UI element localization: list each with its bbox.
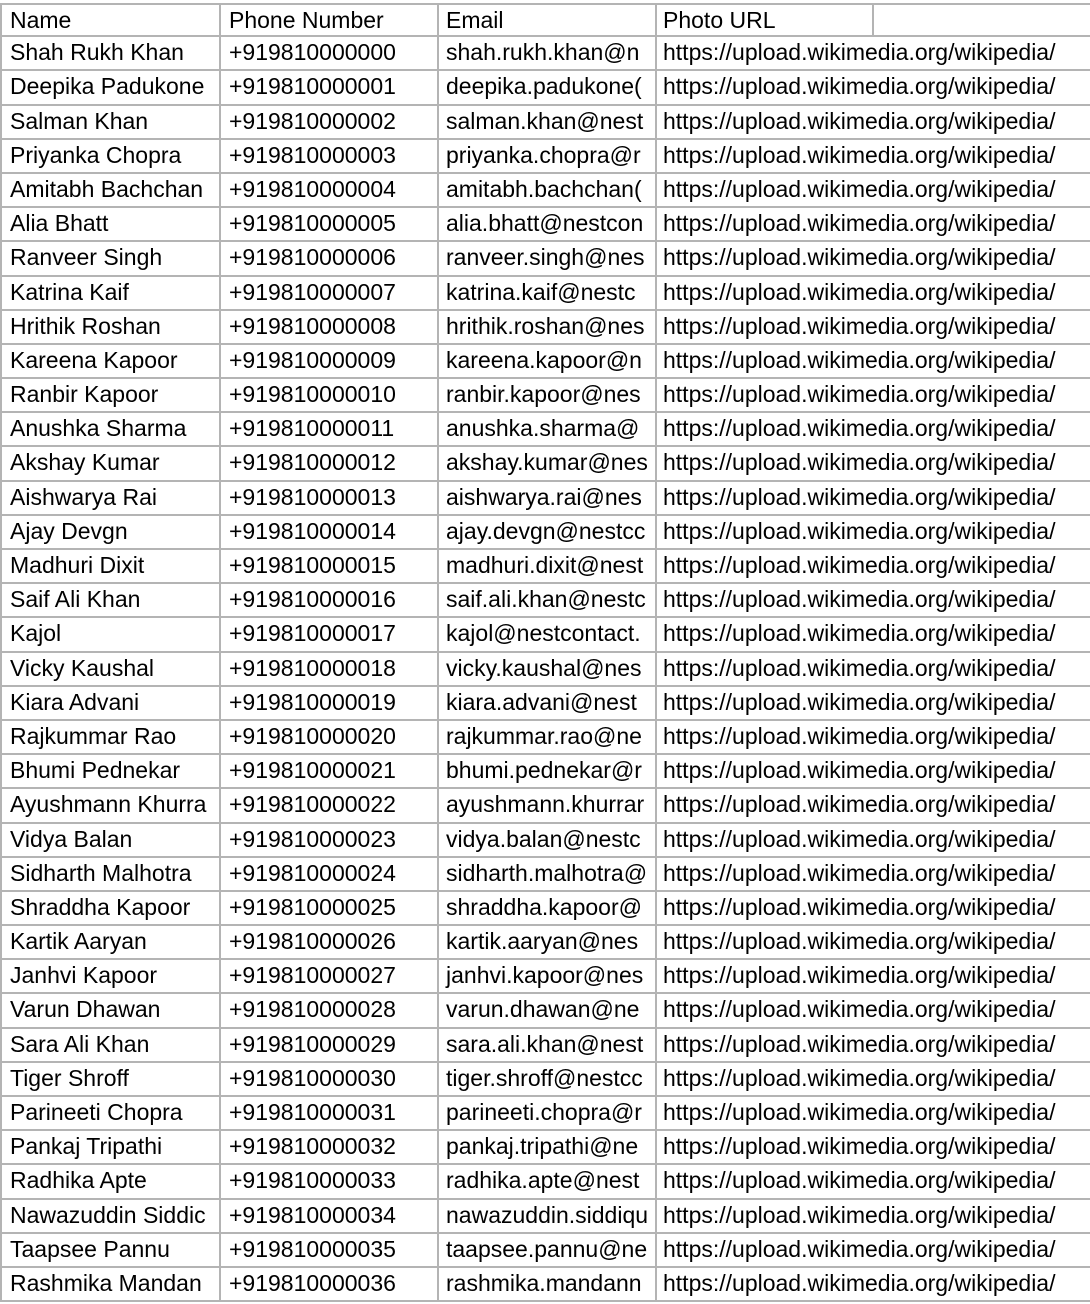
name-cell[interactable]: Taapsee Pannu <box>0 1234 221 1266</box>
name-cell[interactable]: Ranbir Kapoor <box>0 379 221 411</box>
name-cell[interactable]: Varun Dhawan <box>0 994 221 1026</box>
photo-url-cell[interactable]: https://upload.wikimedia.org/wikipedia/ <box>655 1165 1090 1197</box>
photo-url-cell[interactable]: https://upload.wikimedia.org/wikipedia/ <box>655 653 1090 685</box>
table-row <box>0 1268 1090 1302</box>
name-cell[interactable]: Kareena Kapoor <box>0 345 221 377</box>
table-row <box>0 174 1090 208</box>
name-cell[interactable]: Tiger Shroff <box>0 1063 221 1095</box>
photo-url-cell[interactable]: https://upload.wikimedia.org/wikipedia/ <box>655 755 1090 787</box>
photo-url-cell[interactable]: https://upload.wikimedia.org/wikipedia/ <box>655 550 1090 582</box>
email-cell[interactable]: shraddha.kapoor@ <box>437 892 657 924</box>
email-cell[interactable]: sidharth.malhotra@ <box>437 858 657 890</box>
table-row <box>0 858 1090 892</box>
name-cell[interactable]: Ajay Devgn <box>0 516 221 548</box>
photo-url-cell[interactable]: https://upload.wikimedia.org/wikipedia/ <box>655 311 1090 343</box>
photo-url-cell[interactable]: https://upload.wikimedia.org/wikipedia/ <box>655 71 1090 103</box>
photo-url-cell[interactable]: https://upload.wikimedia.org/wikipedia/ <box>655 1029 1090 1061</box>
email-cell[interactable]: janhvi.kapoor@nes <box>437 960 657 992</box>
phone-cell[interactable]: +919810000022 <box>219 789 439 821</box>
photo-url-cell[interactable]: https://upload.wikimedia.org/wikipedia/ <box>655 482 1090 514</box>
column-header-name[interactable]: Name <box>0 5 221 35</box>
photo-url-cell[interactable]: https://upload.wikimedia.org/wikipedia/ <box>655 37 1090 69</box>
phone-cell[interactable]: +919810000021 <box>219 755 439 787</box>
email-cell[interactable]: madhuri.dixit@nest <box>437 550 657 582</box>
photo-url-cell[interactable]: https://upload.wikimedia.org/wikipedia/ <box>655 1131 1090 1163</box>
table-row <box>0 1234 1090 1268</box>
phone-cell[interactable]: +919810000032 <box>219 1131 439 1163</box>
name-cell[interactable]: Priyanka Chopra <box>0 140 221 172</box>
table-row <box>0 892 1090 926</box>
photo-url-cell[interactable]: https://upload.wikimedia.org/wikipedia/ <box>655 1063 1090 1095</box>
phone-cell[interactable]: +919810000023 <box>219 824 439 856</box>
name-cell[interactable]: Deepika Padukone <box>0 71 221 103</box>
photo-url-cell[interactable]: https://upload.wikimedia.org/wikipedia/ <box>655 242 1090 274</box>
email-cell[interactable]: hrithik.roshan@nes <box>437 311 657 343</box>
phone-cell[interactable]: +919810000008 <box>219 311 439 343</box>
photo-url-cell[interactable]: https://upload.wikimedia.org/wikipedia/ <box>655 516 1090 548</box>
name-cell[interactable]: Radhika Apte <box>0 1165 221 1197</box>
name-cell[interactable]: Hrithik Roshan <box>0 311 221 343</box>
photo-url-cell[interactable]: https://upload.wikimedia.org/wikipedia/ <box>655 994 1090 1026</box>
email-cell[interactable]: saif.ali.khan@nestc <box>437 584 657 616</box>
phone-cell[interactable]: +919810000020 <box>219 721 439 753</box>
column-header-email[interactable]: Email <box>437 5 657 35</box>
photo-url-cell[interactable]: https://upload.wikimedia.org/wikipedia/ <box>655 379 1090 411</box>
photo-url-cell[interactable]: https://upload.wikimedia.org/wikipedia/ <box>655 960 1090 992</box>
table-row <box>0 242 1090 276</box>
email-cell[interactable]: ranveer.singh@nes <box>437 242 657 274</box>
email-cell[interactable]: kajol@nestcontact. <box>437 618 657 650</box>
name-cell[interactable]: Anushka Sharma <box>0 413 221 445</box>
email-cell[interactable]: aishwarya.rai@nes <box>437 482 657 514</box>
email-cell[interactable]: amitabh.bachchan( <box>437 174 657 206</box>
email-cell[interactable]: kiara.advani@nest <box>437 687 657 719</box>
table-row <box>0 516 1090 550</box>
table-row <box>0 721 1090 755</box>
email-cell[interactable]: parineeti.chopra@r <box>437 1097 657 1129</box>
email-cell[interactable]: taapsee.pannu@ne <box>437 1234 657 1266</box>
table-row <box>0 345 1090 379</box>
table-row <box>0 1200 1090 1234</box>
phone-cell[interactable]: +919810000029 <box>219 1029 439 1061</box>
photo-url-cell[interactable]: https://upload.wikimedia.org/wikipedia/ <box>655 926 1090 958</box>
table-row <box>0 71 1090 105</box>
name-cell[interactable]: Salman Khan <box>0 106 221 138</box>
name-cell[interactable]: Ayushmann Khurra <box>0 789 221 821</box>
phone-cell[interactable]: +919810000007 <box>219 277 439 309</box>
phone-cell[interactable]: +919810000005 <box>219 208 439 240</box>
phone-cell[interactable]: +919810000013 <box>219 482 439 514</box>
table-row <box>0 379 1090 413</box>
table-row <box>0 447 1090 481</box>
photo-url-cell[interactable]: https://upload.wikimedia.org/wikipedia/ <box>655 447 1090 479</box>
photo-url-cell[interactable]: https://upload.wikimedia.org/wikipedia/ <box>655 858 1090 890</box>
phone-cell[interactable]: +919810000014 <box>219 516 439 548</box>
phone-cell[interactable]: +919810000006 <box>219 242 439 274</box>
name-cell[interactable]: Madhuri Dixit <box>0 550 221 582</box>
phone-cell[interactable]: +919810000019 <box>219 687 439 719</box>
photo-url-cell[interactable]: https://upload.wikimedia.org/wikipedia/ <box>655 721 1090 753</box>
phone-cell[interactable]: +919810000035 <box>219 1234 439 1266</box>
table-row <box>0 926 1090 960</box>
email-cell[interactable]: kartik.aaryan@nes <box>437 926 657 958</box>
email-cell[interactable]: vidya.balan@nestc <box>437 824 657 856</box>
column-header-empty[interactable] <box>872 5 1090 35</box>
phone-cell[interactable]: +919810000003 <box>219 140 439 172</box>
phone-cell[interactable]: +919810000027 <box>219 960 439 992</box>
photo-url-cell[interactable]: https://upload.wikimedia.org/wikipedia/ <box>655 1097 1090 1129</box>
name-cell[interactable]: Bhumi Pednekar <box>0 755 221 787</box>
table-row <box>0 824 1090 858</box>
email-cell[interactable]: vicky.kaushal@nes <box>437 653 657 685</box>
email-cell[interactable]: bhumi.pednekar@r <box>437 755 657 787</box>
email-cell[interactable]: kareena.kapoor@n <box>437 345 657 377</box>
phone-cell[interactable]: +919810000010 <box>219 379 439 411</box>
email-cell[interactable]: varun.dhawan@ne <box>437 994 657 1026</box>
email-cell[interactable]: rashmika.mandann <box>437 1268 657 1300</box>
name-cell[interactable]: Rashmika Mandan <box>0 1268 221 1300</box>
photo-url-cell[interactable]: https://upload.wikimedia.org/wikipedia/ <box>655 277 1090 309</box>
table-body <box>0 37 1090 1302</box>
phone-cell[interactable]: +919810000030 <box>219 1063 439 1095</box>
name-cell[interactable]: Sara Ali Khan <box>0 1029 221 1061</box>
email-cell[interactable]: ranbir.kapoor@nes <box>437 379 657 411</box>
header-row <box>0 3 1090 37</box>
name-cell[interactable]: Aishwarya Rai <box>0 482 221 514</box>
table-row <box>0 1165 1090 1199</box>
phone-cell[interactable]: +919810000004 <box>219 174 439 206</box>
name-cell[interactable]: Alia Bhatt <box>0 208 221 240</box>
email-cell[interactable]: tiger.shroff@nestcc <box>437 1063 657 1095</box>
name-cell[interactable]: Pankaj Tripathi <box>0 1131 221 1163</box>
table-row <box>0 208 1090 242</box>
phone-cell[interactable]: +919810000009 <box>219 345 439 377</box>
phone-cell[interactable]: +919810000026 <box>219 926 439 958</box>
email-cell[interactable]: pankaj.tripathi@ne <box>437 1131 657 1163</box>
phone-cell[interactable]: +919810000001 <box>219 71 439 103</box>
table-row <box>0 1029 1090 1063</box>
phone-cell[interactable]: +919810000024 <box>219 858 439 890</box>
table-row <box>0 1097 1090 1131</box>
photo-url-cell[interactable]: https://upload.wikimedia.org/wikipedia/ <box>655 584 1090 616</box>
table-row <box>0 413 1090 447</box>
email-cell[interactable]: nawazuddin.siddiqu <box>437 1200 657 1232</box>
name-cell[interactable]: Katrina Kaif <box>0 277 221 309</box>
name-cell[interactable]: Kiara Advani <box>0 687 221 719</box>
email-cell[interactable]: ajay.devgn@nestcc <box>437 516 657 548</box>
phone-cell[interactable]: +919810000002 <box>219 106 439 138</box>
phone-cell[interactable]: +919810000012 <box>219 447 439 479</box>
name-cell[interactable]: Nawazuddin Siddic <box>0 1200 221 1232</box>
email-cell[interactable]: salman.khan@nest <box>437 106 657 138</box>
email-cell[interactable]: rajkummar.rao@ne <box>437 721 657 753</box>
table-row <box>0 1131 1090 1165</box>
email-cell[interactable]: shah.rukh.khan@n <box>437 37 657 69</box>
column-header-phone-number[interactable]: Phone Number <box>219 5 439 35</box>
name-cell[interactable]: Saif Ali Khan <box>0 584 221 616</box>
table-row <box>0 106 1090 140</box>
phone-cell[interactable]: +919810000033 <box>219 1165 439 1197</box>
photo-url-cell[interactable]: https://upload.wikimedia.org/wikipedia/ <box>655 824 1090 856</box>
photo-url-cell[interactable]: https://upload.wikimedia.org/wikipedia/ <box>655 413 1090 445</box>
phone-cell[interactable]: +919810000011 <box>219 413 439 445</box>
photo-url-cell[interactable]: https://upload.wikimedia.org/wikipedia/ <box>655 174 1090 206</box>
email-cell[interactable]: alia.bhatt@nestcon <box>437 208 657 240</box>
table-row <box>0 1063 1090 1097</box>
name-cell[interactable]: Vidya Balan <box>0 824 221 856</box>
email-cell[interactable]: ayushmann.khurrar <box>437 789 657 821</box>
name-cell[interactable]: Akshay Kumar <box>0 447 221 479</box>
email-cell[interactable]: sara.ali.khan@nest <box>437 1029 657 1061</box>
table-row <box>0 960 1090 994</box>
photo-url-cell[interactable]: https://upload.wikimedia.org/wikipedia/ <box>655 1200 1090 1232</box>
name-cell[interactable]: Kajol <box>0 618 221 650</box>
phone-cell[interactable]: +919810000034 <box>219 1200 439 1232</box>
email-cell[interactable]: priyanka.chopra@r <box>437 140 657 172</box>
table-row <box>0 311 1090 345</box>
table-row <box>0 755 1090 789</box>
phone-cell[interactable]: +919810000036 <box>219 1268 439 1300</box>
phone-cell[interactable]: +919810000016 <box>219 584 439 616</box>
phone-cell[interactable]: +919810000025 <box>219 892 439 924</box>
table-row <box>0 550 1090 584</box>
phone-cell[interactable]: +919810000018 <box>219 653 439 685</box>
name-cell[interactable]: Parineeti Chopra <box>0 1097 221 1129</box>
photo-url-cell[interactable]: https://upload.wikimedia.org/wikipedia/ <box>655 892 1090 924</box>
email-cell[interactable]: deepika.padukone( <box>437 71 657 103</box>
photo-url-cell[interactable]: https://upload.wikimedia.org/wikipedia/ <box>655 208 1090 240</box>
name-cell[interactable]: Janhvi Kapoor <box>0 960 221 992</box>
table-row <box>0 618 1090 652</box>
column-header-photo-url[interactable]: Photo URL <box>655 5 874 35</box>
table-row <box>0 37 1090 71</box>
photo-url-cell[interactable]: https://upload.wikimedia.org/wikipedia/ <box>655 106 1090 138</box>
photo-url-cell[interactable]: https://upload.wikimedia.org/wikipedia/ <box>655 140 1090 172</box>
email-cell[interactable]: akshay.kumar@nes <box>437 447 657 479</box>
name-cell[interactable]: Shraddha Kapoor <box>0 892 221 924</box>
phone-cell[interactable]: +919810000031 <box>219 1097 439 1129</box>
name-cell[interactable]: Sidharth Malhotra <box>0 858 221 890</box>
table-row <box>0 994 1090 1028</box>
email-cell[interactable]: anushka.sharma@ <box>437 413 657 445</box>
name-cell[interactable]: Kartik Aaryan <box>0 926 221 958</box>
email-cell[interactable]: katrina.kaif@nestc <box>437 277 657 309</box>
phone-cell[interactable]: +919810000015 <box>219 550 439 582</box>
table-row <box>0 482 1090 516</box>
email-cell[interactable]: radhika.apte@nest <box>437 1165 657 1197</box>
photo-url-cell[interactable]: https://upload.wikimedia.org/wikipedia/ <box>655 618 1090 650</box>
phone-cell[interactable]: +919810000017 <box>219 618 439 650</box>
photo-url-cell[interactable]: https://upload.wikimedia.org/wikipedia/ <box>655 345 1090 377</box>
name-cell[interactable]: Ranveer Singh <box>0 242 221 274</box>
photo-url-cell[interactable]: https://upload.wikimedia.org/wikipedia/ <box>655 1234 1090 1266</box>
name-cell[interactable]: Amitabh Bachchan <box>0 174 221 206</box>
name-cell[interactable]: Rajkummar Rao <box>0 721 221 753</box>
photo-url-cell[interactable]: https://upload.wikimedia.org/wikipedia/ <box>655 687 1090 719</box>
photo-url-cell[interactable]: https://upload.wikimedia.org/wikipedia/ <box>655 789 1090 821</box>
table-row <box>0 653 1090 687</box>
table-row <box>0 687 1090 721</box>
name-cell[interactable]: Vicky Kaushal <box>0 653 221 685</box>
table-row <box>0 140 1090 174</box>
name-cell[interactable]: Shah Rukh Khan <box>0 37 221 69</box>
table-row <box>0 584 1090 618</box>
table-row <box>0 789 1090 823</box>
phone-cell[interactable]: +919810000000 <box>219 37 439 69</box>
phone-cell[interactable]: +919810000028 <box>219 994 439 1026</box>
photo-url-cell[interactable]: https://upload.wikimedia.org/wikipedia/ <box>655 1268 1090 1300</box>
table-row <box>0 277 1090 311</box>
spreadsheet <box>0 3 1090 1302</box>
